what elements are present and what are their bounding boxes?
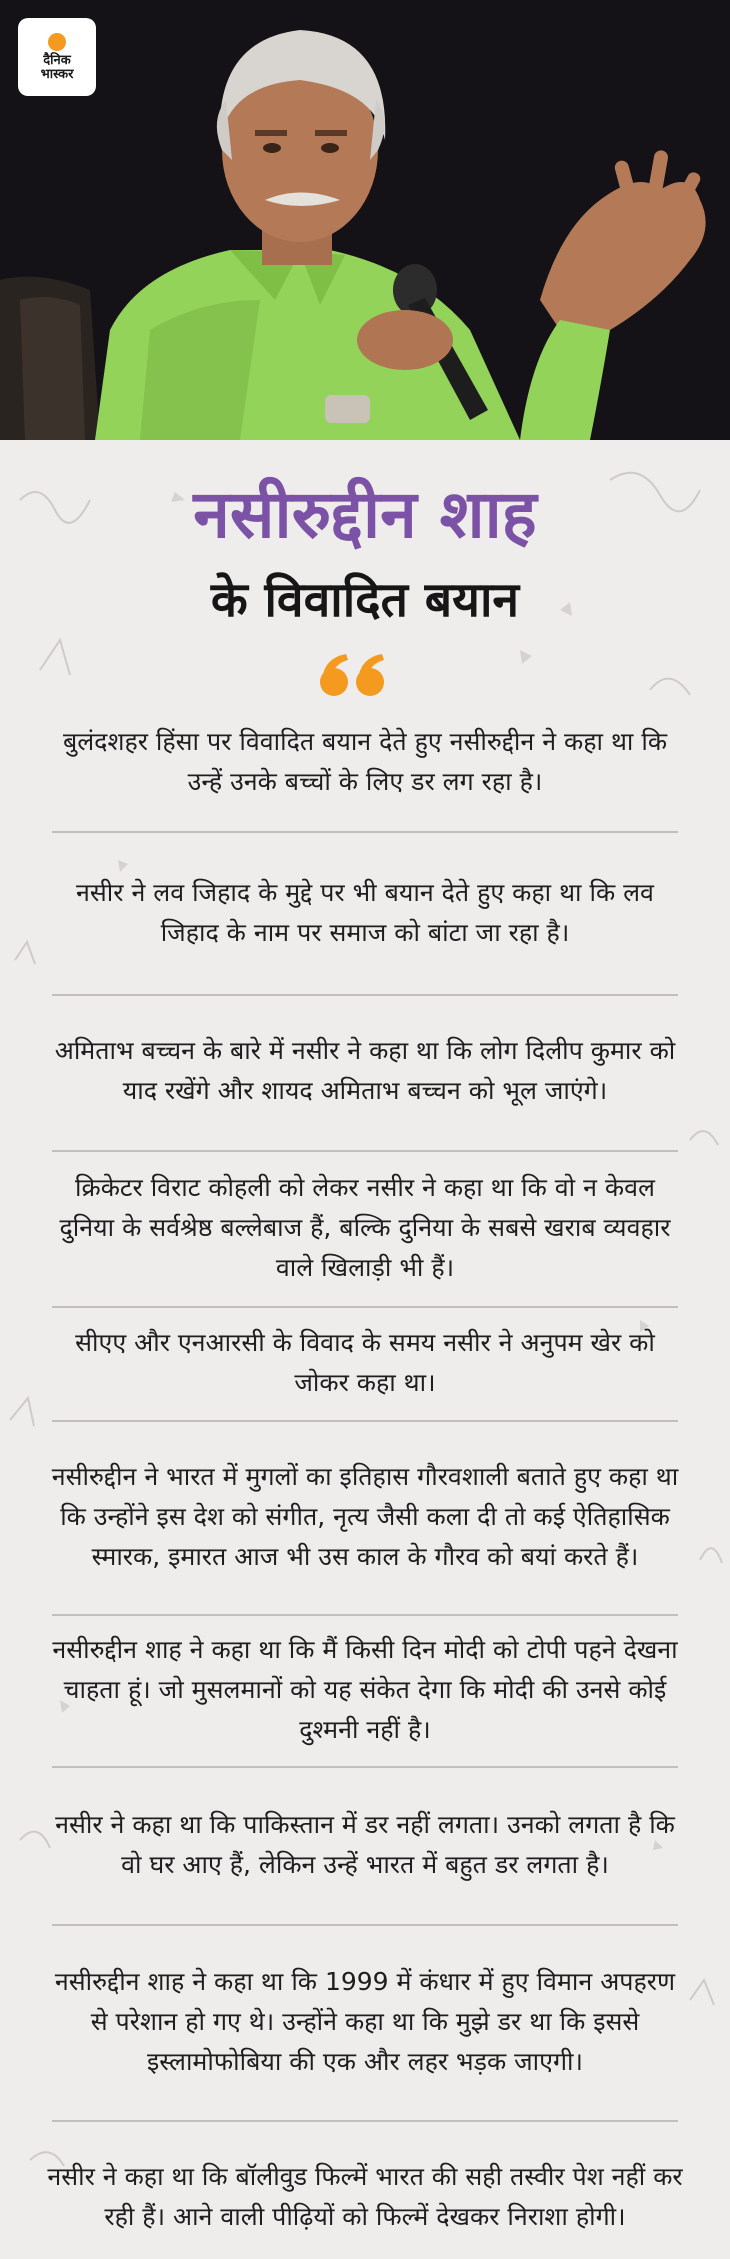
quote-icon — [318, 650, 390, 700]
statement-text: नसीरुद्दीन ने भारत में मुगलों का इतिहास गौरवशाली बताते हुए कहा था कि उन्होंने इस देश को संगीत, नृत्य जैसी कला दी तो कई ऐतिहासिक स्मारक, इमारत आज भी उस काल के गौरव को बयां करते हैं। — [51, 1462, 679, 1571]
statement-item — [0, 1152, 730, 1304]
divider — [52, 831, 678, 833]
page-subtitle: के विवादित बयान — [210, 572, 520, 628]
statement-text: नसीर ने लव जिहाद के मुद्दे पर भी बयान देते हुए कहा था कि लव जिहाद के नाम पर समाज को बांटा जा रहा है। — [76, 878, 654, 947]
statement-text: बुलंदशहर हिंसा पर विवादित बयान देते हुए नसीरुद्दीन ने कहा था कि उन्हें उनके बच्चों के लिए डर लग रहा है। — [62, 727, 668, 796]
statement-item — [0, 836, 730, 990]
statement-item — [0, 1308, 730, 1418]
page-title: नसीरुद्दीन शाह — [193, 476, 537, 553]
brand-logo[interactable] — [18, 18, 96, 96]
statement-item — [0, 1616, 730, 1764]
statements-panel — [0, 440, 730, 2259]
statement-text: क्रिकेटर विराट कोहली को लेकर नसीर ने कहा था कि वो न केवल दुनिया के सर्वश्रेष्ठ बल्लेबाज हैं, बल्कि दुनिया के सबसे खराब व्यवहार वाले खिलाड़ी भी हैं। — [59, 1173, 671, 1282]
portrait-photo — [0, 0, 730, 440]
statement-item — [0, 2122, 730, 2259]
statement-item — [0, 702, 730, 822]
statement-text: नसीरुद्दीन शाह ने कहा था कि मैं किसी दिन मोदी को टोपी पहने देखना चाहता हूं। जो मुसलमानों को यह संकेत देगा कि मोदी की उनसे कोई दुश्मनी नहीं है। — [52, 1635, 678, 1744]
statement-text: सीएए और एनआरसी के विवाद के समय नसीर ने अनुपम खेर को जोकर कहा था। — [75, 1328, 655, 1397]
statement-item — [0, 1768, 730, 1922]
statement-item — [0, 1926, 730, 2118]
logo-text-line2: भास्कर — [40, 66, 74, 82]
hero-photo-area — [0, 0, 730, 440]
statement-text: नसीरुद्दीन शाह ने कहा था कि 1999 में कंधार में हुए विमान अपहरण से परेशान हो गए थे। उन्होंने कहा था कि मुझे डर था कि इससे इस्लामोफोबिया की एक और लहर भड़क जाएगी। — [54, 1967, 676, 2076]
statement-text: नसीर ने कहा था कि बॉलीवुड फिल्में भारत की सही तस्वीर पेश नहीं कर रही हैं। आने वाली पीढ़ियों को फिल्में देखकर निराशा होगी। — [47, 2162, 683, 2231]
sun-icon — [48, 33, 66, 51]
statement-text: अमिताभ बच्चन के बारे में नसीर ने कहा था कि लोग दिलीप कुमार को याद रखेंगे और शायद अमिताभ बच्चन को भूल जाएंगे। — [54, 1036, 676, 1105]
statement-text: नसीर ने कहा था कि पाकिस्तान में डर नहीं लगता। उनको लगता है कि वो घर आए हैं, लेकिन उन्हें भारत में बहुत डर लगता है। — [55, 1810, 675, 1879]
statement-item — [0, 996, 730, 1146]
logo-text-line1: दैनिक — [43, 52, 71, 68]
statement-item — [0, 1422, 730, 1612]
